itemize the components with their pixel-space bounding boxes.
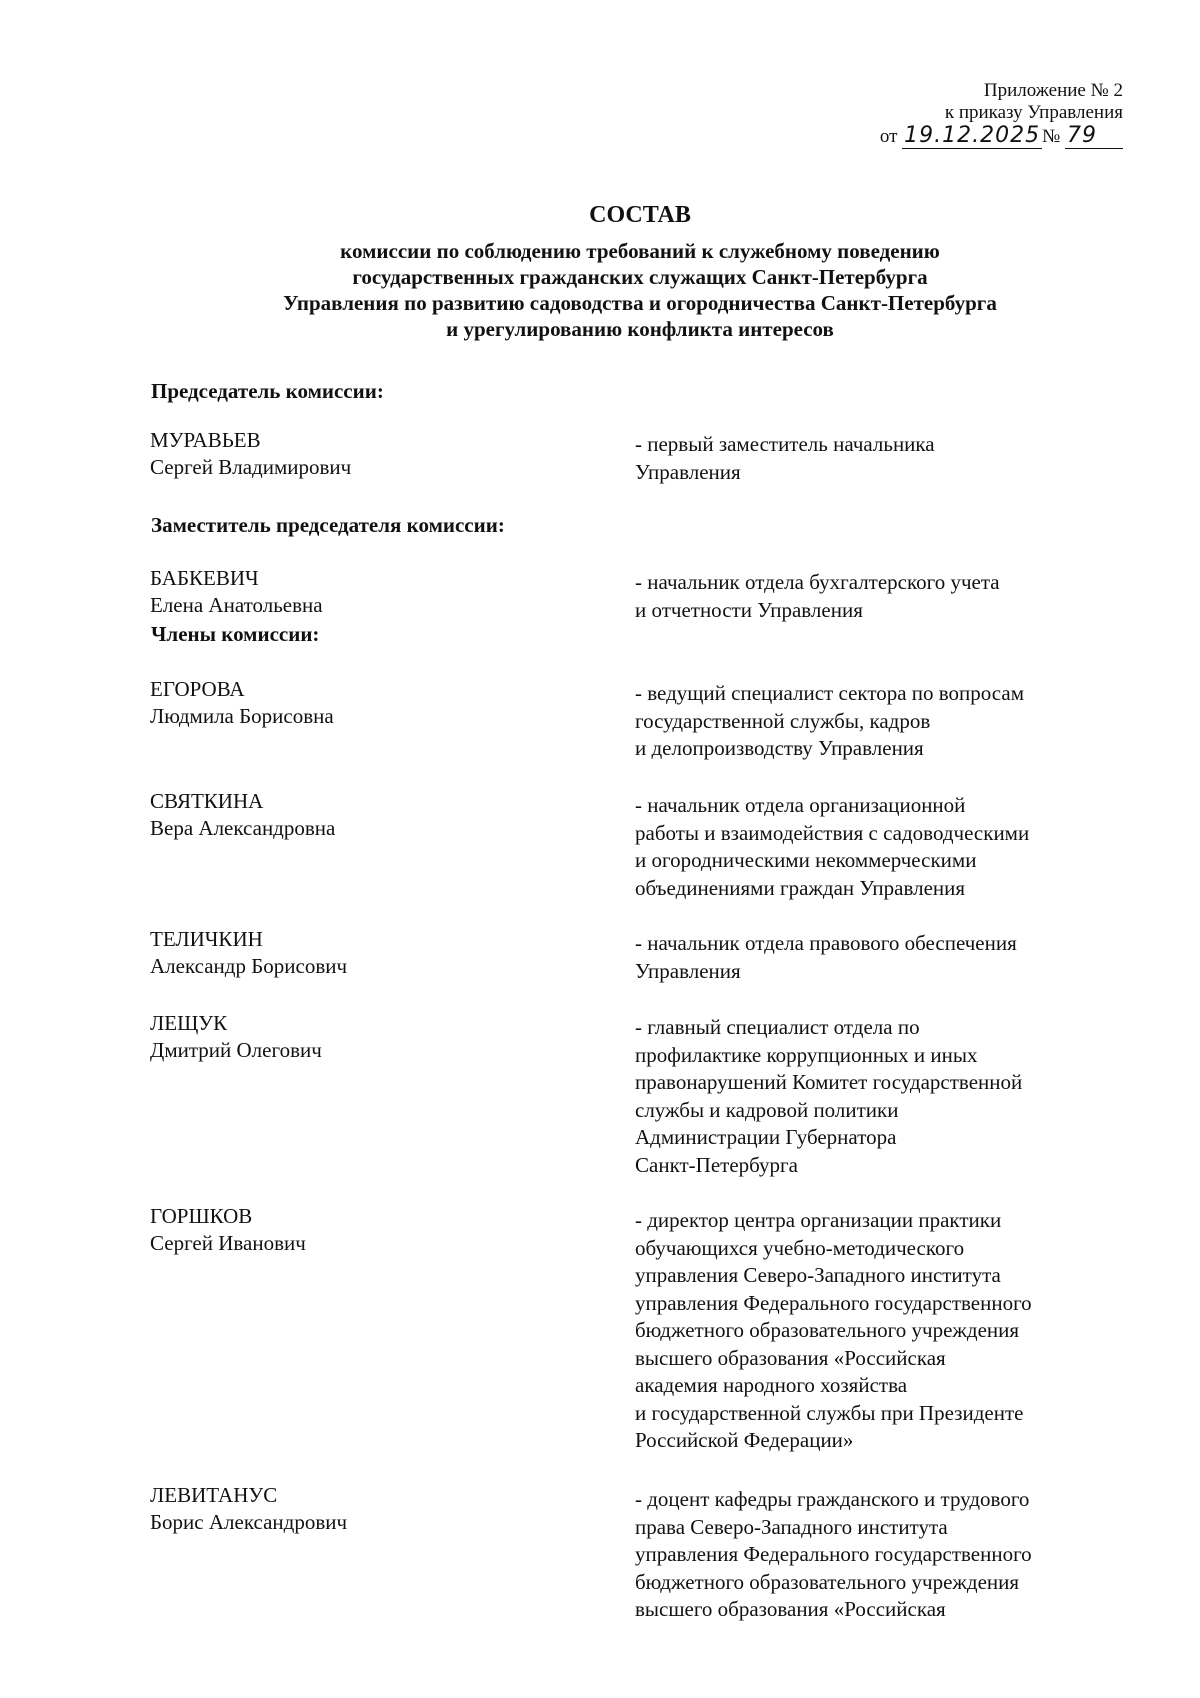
title-line: и урегулированию конфликта интересов	[446, 317, 834, 341]
member-surname: ТЕЛИЧКИН	[150, 927, 263, 951]
member-given-names: Дмитрий Олегович	[150, 1038, 322, 1062]
position-line: - начальник отдела правового обеспечения	[635, 931, 1017, 955]
position-line: - главный специалист отдела по	[635, 1015, 920, 1039]
member-given-names: Вера Александровна	[150, 816, 336, 840]
position-line: правонарушений Комитет государственной	[635, 1070, 1023, 1094]
position-line: - директор центра организации практики	[635, 1208, 1002, 1232]
member-position	[635, 680, 1105, 763]
annex-number-sign: №	[1042, 126, 1061, 147]
position-line: работы и взаимодействия с садоводческими	[635, 820, 1030, 845]
position-line: права Северо-Западного института	[635, 1514, 948, 1539]
document-title-block	[0, 200, 1200, 342]
member-name	[150, 1482, 590, 1536]
member-position	[635, 930, 1105, 985]
position-line: и государственной службы при Президенте	[635, 1400, 1024, 1425]
member-name	[150, 1010, 590, 1064]
member-surname: МУРАВЬЕВ	[150, 428, 261, 452]
position-line: государственной службы, кадров	[635, 708, 931, 733]
section-members-heading: Члены комиссии:	[151, 622, 320, 646]
handwritten-date: 19.12.2025	[904, 123, 1041, 148]
member-given-names: Людмила Борисовна	[150, 704, 334, 728]
position-line: управления Федерального государственного	[635, 1290, 1032, 1315]
member-surname: ГОРШКОВ	[150, 1204, 253, 1228]
member-surname: ЛЕВИТАНУС	[150, 1483, 278, 1507]
position-line: управления Северо-Западного института	[635, 1263, 1001, 1287]
handwritten-order-number: 79	[1065, 124, 1123, 149]
position-line: - начальник отдела бухгалтерского учета	[635, 570, 1000, 594]
member-name	[150, 788, 590, 842]
member-position	[635, 431, 1105, 486]
member-name	[150, 427, 590, 481]
position-line: - начальник отдела организационной	[635, 793, 966, 817]
section-chairman-heading: Председатель комиссии:	[151, 379, 384, 403]
position-line: Администрации Губернатора	[635, 1125, 897, 1149]
member-position	[635, 1486, 1105, 1624]
annex-line-3	[803, 124, 1123, 149]
title-line: государственных гражданских служащих Санкт-Петербурга	[352, 265, 928, 289]
member-position	[635, 1014, 1105, 1179]
position-line: и отчетности Управления	[635, 597, 863, 622]
member-given-names: Сергей Иванович	[150, 1231, 306, 1255]
position-line: академия народного хозяйства	[635, 1373, 908, 1397]
position-line: службы и кадровой политики	[635, 1097, 899, 1122]
annex-header	[803, 80, 1123, 149]
position-line: профилактике коррупционных и иных	[635, 1042, 978, 1067]
position-line: - ведущий специалист сектора по вопросам	[635, 681, 1024, 705]
position-line: Санкт-Петербурга	[635, 1152, 798, 1177]
member-position	[635, 792, 1105, 902]
member-given-names: Елена Анатольевна	[150, 593, 323, 617]
member-name	[150, 676, 590, 730]
document-title: СОСТАВ	[589, 202, 691, 228]
title-line: комиссии по соблюдению требований к служебному поведению	[340, 239, 940, 263]
position-line: высшего образования «Российская	[635, 1597, 946, 1621]
position-line: - первый заместитель начальника	[635, 432, 935, 456]
section-deputy-heading: Заместитель председателя комиссии:	[151, 513, 505, 537]
position-line: Российской Федерации»	[635, 1428, 854, 1452]
member-surname: ЛЕЩУК	[150, 1011, 228, 1035]
position-line: Управления	[635, 958, 741, 983]
member-name	[150, 1203, 590, 1257]
member-surname: ЕГОРОВА	[150, 677, 245, 701]
position-line: бюджетного образовательного учреждения	[635, 1318, 1020, 1342]
position-line: - доцент кафедры гражданского и трудового	[635, 1487, 1030, 1511]
position-line: объединениями граждан Управления	[635, 875, 966, 900]
member-position	[635, 569, 1105, 624]
member-given-names: Александр Борисович	[150, 954, 348, 978]
member-given-names: Борис Александрович	[150, 1510, 348, 1534]
member-surname: СВЯТКИНА	[150, 789, 264, 813]
title-line: Управления по развитию садоводства и огородничества Санкт-Петербурга	[283, 291, 997, 315]
annex-date-prefix: от	[879, 126, 898, 147]
position-line: и делопроизводству Управления	[635, 736, 924, 760]
position-line: бюджетного образовательного учреждения	[635, 1569, 1020, 1594]
position-line: высшего образования «Российская	[635, 1345, 946, 1370]
member-position	[635, 1207, 1105, 1455]
annex-line-2: к приказу Управления	[944, 102, 1123, 123]
member-surname: БАБКЕВИЧ	[150, 566, 259, 590]
position-line: управления Федерального государственного	[635, 1542, 1032, 1566]
annex-line-1: Приложение № 2	[983, 80, 1123, 101]
position-line: и огородническими некоммерческими	[635, 848, 977, 872]
member-name	[150, 926, 590, 980]
member-given-names: Сергей Владимирович	[150, 455, 352, 479]
member-name	[150, 565, 590, 619]
position-line: обучающихся учебно-методического	[635, 1235, 965, 1260]
position-line: Управления	[635, 459, 741, 484]
